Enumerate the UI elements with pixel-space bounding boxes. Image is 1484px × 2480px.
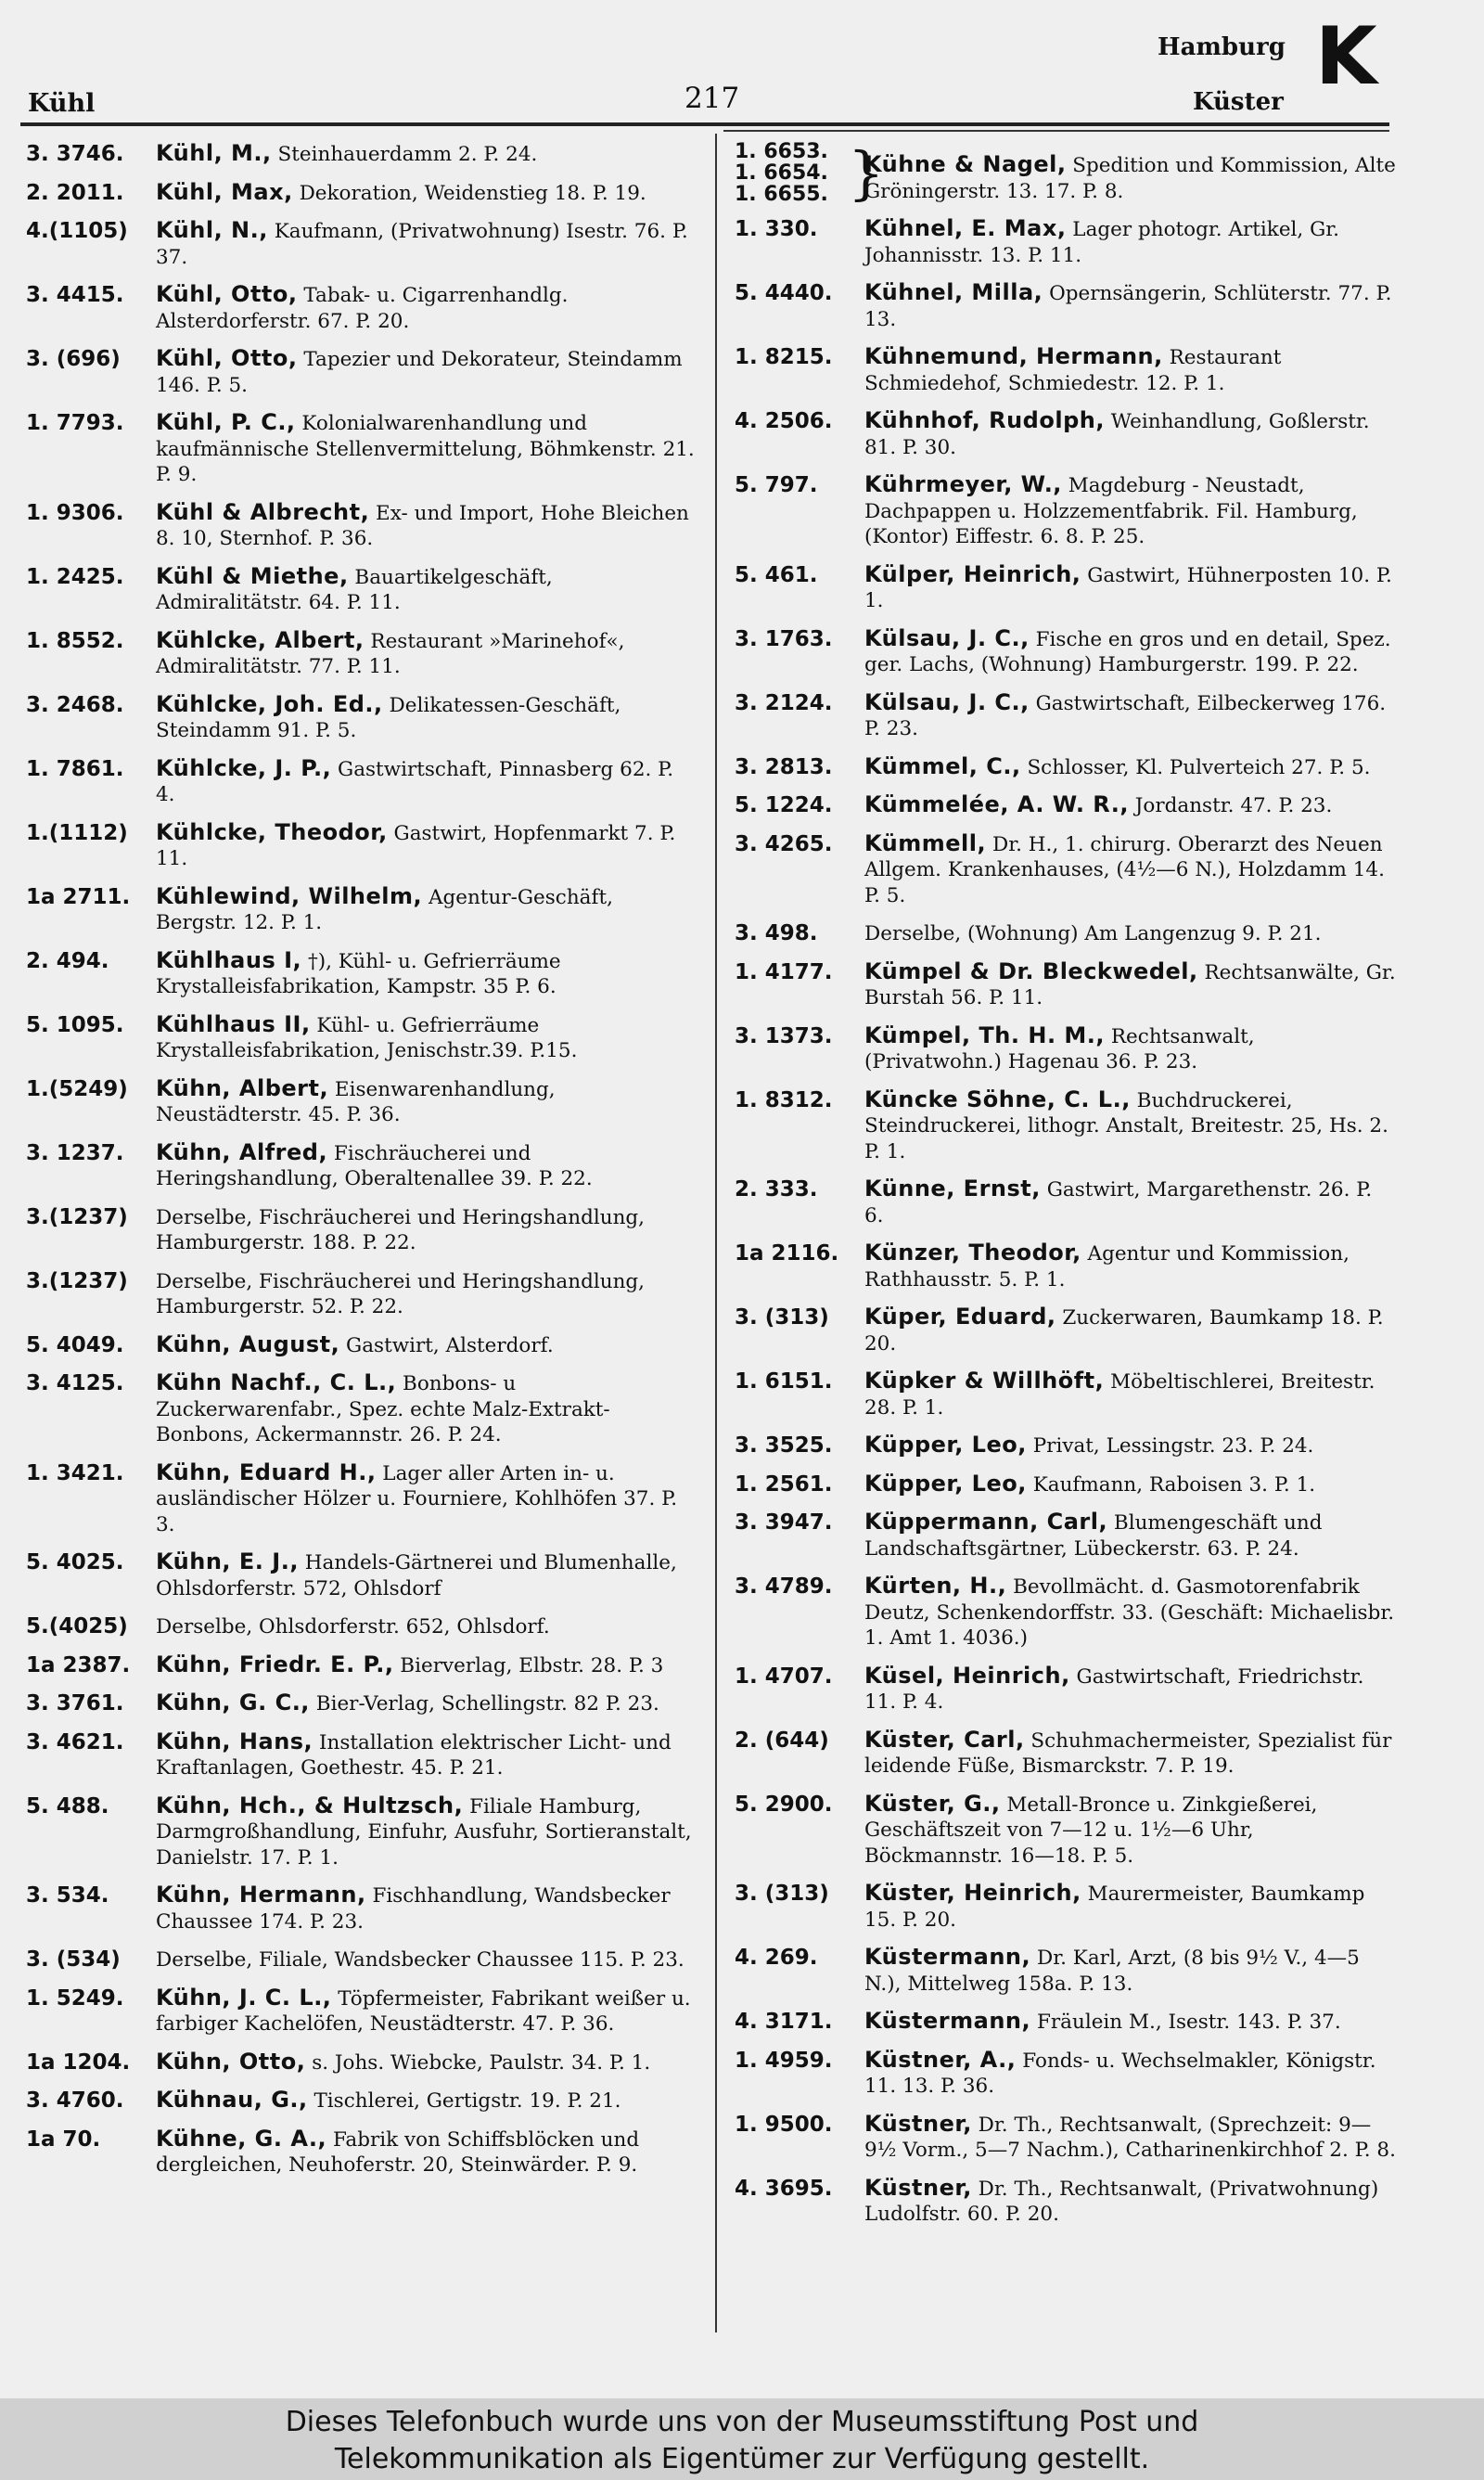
directory-entry (26, 1882, 696, 1934)
footer-line-1: Dieses Telefonbuch wurde uns von der Museumsstiftung Post und (285, 2406, 1199, 2438)
entry-name: Kümmell, (864, 829, 987, 856)
entry-details: Gastwirt, Alsterdorf. (339, 1333, 554, 1357)
directory-entry (26, 692, 696, 744)
entry-name: Kühn, Hans, (156, 1728, 313, 1754)
entry-name: Kümmelée, A. W. R., (864, 791, 1129, 817)
directory-entry (26, 180, 696, 207)
directory-entry (26, 1793, 696, 1871)
entry-name: Küncke Söhne, C. L., (864, 1086, 1131, 1112)
header-rule (20, 122, 1389, 126)
directory-entry (26, 1729, 696, 1781)
footer-notice (0, 2398, 1484, 2480)
entry-details: Schuhmachermeister, Spezialist für leidende Füße, Bismarckstr. 7. P. 19. (864, 1728, 1392, 1778)
entry-number: 5. 1224. (735, 793, 833, 817)
entry-details: Rechtsanwalt, (Privatwohn.) Hagenau 36. P. 23. (864, 1024, 1255, 1073)
entry-details: Ex- und Import, Hohe Bleichen 8. 10, Sternhof. P. 36. (156, 501, 689, 550)
directory-entry (735, 2112, 1397, 2164)
entry-details: Fonds- u. Wechselmakler, Königstr. 11. 13. P. 36. (864, 2049, 1376, 2098)
entry-name: Kühlewind, Wilhelm, (156, 882, 423, 909)
entry-details: Steinhauerdamm 2. P. 24. (271, 143, 538, 166)
entry-number: 3. 498. (735, 921, 818, 945)
entry-name: Kühn, E. J., (156, 1548, 299, 1574)
entry-details: Gastwirt, Margarethenstr. 26. P. 6. (864, 1178, 1373, 1227)
entry-number: 5. 2900. (735, 1792, 833, 1817)
entry-number: 1. 9306. (26, 500, 124, 525)
entry-number: 1. 6653. (735, 140, 828, 163)
entry-name: Kühlcke, Albert, (156, 626, 365, 653)
entry-details: Rechtsanwälte, Gr. Burstah 56. P. 11. (864, 960, 1396, 1009)
directory-entry (26, 346, 696, 398)
entry-details: Magdeburg - Neustadt, Dachpappen u. Holzzementfabrik. Fil. Hamburg, (Kontor) Eiffestr. 6. 8. P. 25. (864, 474, 1358, 548)
entry-number: 1.(1112) (26, 820, 128, 845)
entry-number: 3. 3746. (26, 142, 124, 166)
entry-details: Dr. H., 1. chirurg. Oberarzt des Neuen Allgem. Krankenhauses, (4½—6 N.), Holzdamm 14. P. 5. (864, 832, 1385, 907)
entry-number: 4. 2506. (735, 409, 833, 433)
entry-name: Kühnau, G., (156, 2087, 308, 2113)
entry-details: Restaurant »Marinehof«, Admiralitätstr. 77. P. 11. (156, 629, 625, 678)
directory-entry (735, 280, 1397, 332)
entry-number: 3. 2813. (735, 754, 833, 779)
entry-number: 1. 9500. (735, 2112, 833, 2137)
entry-name: Kühn, Eduard H., (156, 1458, 377, 1485)
entry-name: Kürten, H., (864, 1573, 1007, 1599)
entry-number: 1a 2387. (26, 1652, 131, 1677)
entry-details: Kaufmann, (Privatwohnung) Isestr. 76. P. 37. (156, 220, 688, 269)
directory-entry (735, 831, 1397, 909)
entry-details: Gastwirtschaft, Eilbeckerweg 176. P. 23. (864, 691, 1387, 740)
entry-details: Agentur und Kommission, Rathhausstr. 5. P. 1. (864, 1242, 1350, 1291)
directory-entry (735, 2176, 1397, 2228)
directory-entry (26, 141, 696, 168)
entry-name: Kühlhaus I, (156, 946, 302, 973)
entry-number: 3. (534) (26, 1947, 121, 1972)
entry-number: 3. 3525. (735, 1433, 833, 1458)
directory-entry (26, 410, 696, 488)
entry-name: Kühn, August, (156, 1330, 340, 1357)
entry-details: Kaufmann, Raboisen 3. P. 1. (1026, 1472, 1316, 1497)
entry-number: 4.(1105) (26, 219, 128, 243)
header-city: Hamburg (1158, 33, 1286, 61)
entry-details: Fische en gros und en detail, Spez. ger. Lachs, (Wohnung) Hamburgerstr. 199. P. 22. (864, 627, 1391, 676)
entry-details: Tapezier und Dekorateur, Steindamm 146. P. 5. (156, 348, 683, 397)
entry-details: Fräulein M., Isestr. 143. P. 37. (1030, 2011, 1341, 2034)
entry-number: 5. 4440. (735, 281, 833, 305)
entry-details: Derselbe, Fischräucherei und Heringshandlung, Hamburgerstr. 52. P. 22. (156, 1269, 646, 1318)
entry-name: Kühn, Alfred, (156, 1138, 328, 1165)
entry-name: Kühl & Albrecht, (156, 498, 370, 525)
entry-name: Küpper, Leo, (864, 1432, 1027, 1458)
directory-entry (735, 920, 1397, 947)
entry-details: Bonbons- u Zuckerwarenfabr., Spez. echte Malz-Extrakt-Bonbons, Ackermannstr. 26. P. 24. (156, 1372, 610, 1446)
entry-number: 3. (313) (735, 1305, 829, 1330)
entry-number: 1. 4177. (735, 959, 833, 984)
entry-number: 1. 6654. (735, 161, 828, 185)
section-letter: K (1315, 10, 1377, 103)
directory-entry (735, 472, 1397, 550)
entry-details: Opernsängerin, Schlüterstr. 77. P. 13. (864, 282, 1392, 331)
header-right-name: Küster (1193, 88, 1284, 116)
entry-details: Schlosser, Kl. Pulverteich 27. P. 5. (1020, 755, 1371, 779)
entry-number: 3. 2468. (26, 692, 124, 717)
directory-entry (26, 1549, 696, 1601)
entry-details: Gastwirtschaft, Friedrichstr. 11. P. 4. (864, 1664, 1364, 1714)
directory-entry (26, 1985, 696, 2037)
entry-name: Kühl, Otto, (156, 281, 298, 307)
entry-details: Gastwirtschaft, Pinnasberg 62. P. 4. (156, 757, 674, 806)
entry-details: Dekoration, Weidenstieg 18. P. 19. (292, 181, 646, 205)
entry-name: Kühl, Max, (156, 178, 293, 205)
entry-name: Küper, Eduard, (864, 1304, 1056, 1330)
directory-entry (735, 1471, 1397, 1498)
entry-details: Bierverlag, Elbstr. 28. P. 3 (393, 1653, 664, 1677)
entry-number: 5. 4025. (26, 1550, 124, 1574)
entry-name: Kühl, Otto, (156, 345, 298, 371)
entry-details: Jordanstr. 47. P. 23. (1128, 794, 1333, 817)
entry-number: 4. 3171. (735, 2010, 833, 2034)
directory-entry (735, 408, 1397, 460)
entry-details: Derselbe, Filiale, Wandsbecker Chaussee 115. P. 23. (156, 1948, 684, 1972)
entry-name: Kühl, P. C., (156, 409, 296, 435)
entry-number: 1a 70. (26, 2127, 101, 2152)
entry-number: 1. 2561. (735, 1471, 833, 1497)
directory-entry (26, 1204, 696, 1256)
entry-number: 4. 3695. (735, 2176, 833, 2201)
entry-details: Derselbe, Fischräucherei und Heringshandlung, Hamburgerstr. 188. P. 22. (156, 1205, 646, 1254)
entry-number: 1. 8552. (26, 628, 124, 653)
entry-details: Zuckerwaren, Baumkamp 18. P. 20. (864, 1306, 1384, 1356)
entry-name: Küstner, (864, 2110, 972, 2137)
entry-name: Küstner, (864, 2174, 972, 2201)
entry-number: 5. 1095. (26, 1012, 124, 1037)
directory-entry (26, 282, 696, 334)
entry-number: 3. 4415. (26, 283, 124, 307)
entry-name: Kühnemund, Hermann, (864, 343, 1163, 369)
directory-entry (735, 1023, 1397, 1075)
entry-number: 3.(1237) (26, 1268, 128, 1293)
entry-number: 2. 333. (735, 1177, 818, 1201)
entry-details: Agentur-Geschäft, Bergstr. 12. P. 1. (156, 885, 613, 934)
entry-name: Küpper, Leo, (864, 1470, 1027, 1497)
directory-entry (735, 754, 1397, 781)
entry-details: Handels-Gärtnerei und Blumenhalle, Ohlsdorferstr. 572, Ohlsdorf (156, 1551, 677, 1600)
entry-details: Fischräucherei und Heringshandlung, Oberaltenallee 39. P. 22. (156, 1141, 593, 1190)
entry-number: 1. 7793. (26, 411, 124, 435)
entry-name: Kümpel & Dr. Bleckwedel, (864, 957, 1198, 984)
entry-number: 1. 3421. (26, 1460, 124, 1485)
entry-number: 4. 269. (735, 1946, 818, 1970)
directory-entry (735, 1728, 1397, 1780)
entry-name: Küstermann, (864, 1944, 1031, 1970)
directory-entry (735, 1664, 1397, 1715)
directory-entry (26, 1076, 696, 1128)
entry-details: Bier-Verlag, Schellingstr. 82 P. 23. (309, 1692, 659, 1715)
entry-number: 2. 2011. (26, 180, 124, 205)
entry-details: Fischhandlung, Wandsbecker Chaussee 174. P. 23. (156, 1884, 671, 1934)
directory-entry-multi (735, 139, 1397, 207)
entry-name: Kühlcke, J. P., (156, 754, 332, 781)
directory-entry (26, 1460, 696, 1538)
entry-name: Künne, Ernst, (864, 1176, 1041, 1201)
header-left-name: Kühl (28, 89, 96, 118)
entry-details: Derselbe, Ohlsdorferstr. 652, Ohlsdorf. (156, 1615, 550, 1638)
entry-number: 1a 2711. (26, 884, 131, 909)
entry-details: Lager photogr. Artikel, Gr. Johannisstr. 13. P. 11. (864, 218, 1340, 267)
entry-name: Külsau, J. C., (864, 688, 1030, 715)
directory-entry (735, 626, 1397, 678)
entry-number: 1.(5249) (26, 1076, 128, 1101)
entry-number: 3. 1763. (735, 626, 833, 651)
right-column (735, 141, 1397, 2240)
entry-name: Külsau, J. C., (864, 624, 1030, 651)
entry-details: Restaurant Schmiedehof, Schmiedestr. 12. P. 1. (864, 346, 1282, 395)
entry-number: 3. (313) (735, 1882, 829, 1906)
directory-entry (26, 820, 696, 872)
directory-entry (735, 1945, 1397, 1997)
directory-entry (735, 1240, 1397, 1292)
directory-entry (26, 756, 696, 808)
entry-number: 3. 3947. (735, 1510, 833, 1535)
directory-entry (735, 1510, 1397, 1561)
entry-details: Installation elektrischer Licht- und Kraftanlagen, Goethestr. 45. P. 21. (156, 1730, 672, 1780)
header-rule-secondary (723, 130, 1389, 132)
directory-entry (26, 1690, 696, 1717)
footer-line-2: Telekommunikation als Eigentümer zur Verfügung gestellt. (334, 2443, 1150, 2475)
entry-details: Kühl- u. Gefrierräume Krystalleisfabrikation, Jenischstr.39. P.15. (156, 1013, 578, 1062)
directory-entry (735, 690, 1397, 742)
entry-number: 3. 4760. (26, 2088, 124, 2113)
directory-entry (735, 959, 1397, 1011)
directory-entry (26, 1947, 696, 1973)
entry-details: Eisenwarenhandlung, Neustädterstr. 45. P. 36. (156, 1077, 556, 1126)
entry-details: Kolonialwarenhandlung und kaufmännische Stellenvermittelung, Böhmkenstr. 21. P. 9. (156, 412, 695, 486)
entry-number: 3. 3761. (26, 1691, 124, 1715)
directory-entry (735, 1176, 1397, 1228)
entry-details: Möbeltischlerei, Breitestr. 28. P. 1. (864, 1370, 1375, 1420)
entry-number: 1. 7861. (26, 756, 124, 781)
directory-entry (735, 1304, 1397, 1356)
directory-entry (735, 1792, 1397, 1870)
entry-name: Küpker & Willhöft, (864, 1368, 1105, 1394)
entry-number: 1. 5249. (26, 1985, 124, 2011)
directory-entry (26, 1268, 696, 1320)
entry-details: Derselbe, (Wohnung) Am Langenzug 9. P. 21. (864, 922, 1322, 945)
entry-name: Kühne, G. A., (156, 2125, 327, 2152)
entry-number: 1. 8312. (735, 1087, 833, 1112)
entry-number: 3. 4789. (735, 1574, 833, 1599)
entry-name: Kühn, Hermann, (156, 1882, 366, 1908)
entry-number: 1. 4707. (735, 1664, 833, 1689)
entry-number: 1. 330. (735, 217, 818, 241)
entry-name: Kühl & Miethe, (156, 562, 349, 589)
left-column (26, 141, 696, 2191)
entry-details: Dr. Th., Rechtsanwalt, (Privatwohnung) Ludolfstr. 60. P. 20. (864, 2177, 1379, 2226)
entry-name: Kühn Nachf., C. L., (156, 1369, 397, 1395)
directory-entry (735, 792, 1397, 819)
entry-name: Kühn, Albert, (156, 1074, 329, 1101)
entry-details: Gastwirt, Hopfenmarkt 7. P. 11. (156, 821, 676, 870)
entry-number: 3. 1373. (735, 1023, 833, 1048)
directory-entry (26, 1613, 696, 1640)
entry-name: Küstermann, (864, 2008, 1031, 2034)
entry-name: Kühlhaus II, (156, 1010, 311, 1037)
entry-number: 1. 4959. (735, 2048, 833, 2073)
directory-entry (26, 2088, 696, 2114)
column-divider (715, 134, 717, 2332)
entry-details: Dr. Th., Rechtsanwalt, (Sprechzeit: 9—9½ Vorm., 5—7 Nachm.), Catharinenkirchhof 2. P. 8. (864, 2113, 1396, 2162)
entry-name: Küsel, Heinrich, (864, 1662, 1070, 1689)
directory-entry (26, 1012, 696, 1064)
entry-name: Külper, Heinrich, (864, 560, 1081, 587)
entry-details: Bevollmächt. d. Gasmotorenfabrik Deutz, Schenkendorffstr. 33. (Geschäft: Michaelisbr. 1. Amt 1. 4036.) (864, 1575, 1395, 1650)
directory-entry (735, 216, 1397, 268)
entry-name: Kühl, N., (156, 217, 268, 243)
directory-entry (26, 218, 696, 270)
entry-name: Kühn, G. C., (156, 1690, 310, 1715)
directory-entry (735, 1574, 1397, 1651)
entry-number: 3. 534. (26, 1883, 109, 1908)
entry-name: Kühn, Friedr. E. P., (156, 1651, 394, 1677)
entry-name: Kühnel, E. Max, (864, 215, 1067, 241)
entry-number: 2. (644) (735, 1728, 829, 1753)
entry-number: 3. (696) (26, 347, 121, 371)
directory-entry (26, 1652, 696, 1679)
entry-name: Küppermann, Carl, (864, 1509, 1108, 1535)
entry-details: Privat, Lessingstr. 23. P. 24. (1026, 1434, 1314, 1458)
entry-name: Kümpel, Th. H. M., (864, 1022, 1106, 1048)
entry-number: 3.(1237) (26, 1204, 128, 1229)
directory-entry (26, 1370, 696, 1448)
directory-entry (26, 628, 696, 680)
directory-entry (26, 2050, 696, 2076)
entry-name: Kühlcke, Theodor, (156, 818, 388, 845)
entry-name: Küstner, A., (864, 2046, 1017, 2073)
entry-details: Fabrik von Schiffsblöcken und dergleichen, Neuhoferstr. 20, Steinwärder. P. 9. (156, 2127, 640, 2177)
entry-number: 5. 488. (26, 1793, 109, 1818)
directory-entry (735, 2048, 1397, 2100)
entry-number: 5. 461. (735, 562, 818, 587)
entry-details: Weinhandlung, Goßlerstr. 81. P. 30. (864, 410, 1370, 459)
entry-details: Blumengeschäft und Landschaftsgärtner, Lübeckerstr. 63. P. 24. (864, 1511, 1323, 1561)
entry-details: Filiale Hamburg, Darmgroßhandlung, Einfuhr, Ausfuhr, Sortieranstalt, Danielstr. 17. P. 1. (156, 1794, 692, 1870)
entry-number: 1. 6655. (735, 183, 828, 206)
entry-number: 3. 4125. (26, 1371, 124, 1395)
directory-entry (26, 564, 696, 616)
entry-name: Kühn, Hch., & Hultzsch, (156, 1792, 464, 1818)
entry-details: Metall-Bronce u. Zinkgießerei, Geschäftszeit von 7—12 u. 1½—6 Uhr, Böckmannstr. 16—18. P. 5. (864, 1793, 1318, 1868)
entry-name: Küster, Carl, (864, 1726, 1025, 1753)
entry-name: Kühnhof, Rudolph, (864, 407, 1105, 433)
entry-name: Kühnel, Milla, (864, 279, 1043, 305)
entry-name: Kühl, M., (156, 140, 272, 166)
entry-details: Tabak- u. Cigarrenhandlg. Alsterdorferstr. 67. P. 20. (156, 284, 569, 333)
directory-entry (735, 1087, 1397, 1165)
page-number: 217 (684, 82, 740, 115)
entry-details: Lager aller Arten in- u. ausländischer Hölzer u. Fourniere, Kohlhöfen 37. P. 3. (156, 1461, 678, 1536)
directory-entry (735, 1433, 1397, 1459)
directory-entry (26, 884, 696, 936)
directory-entry (26, 948, 696, 1000)
directory-entry (735, 562, 1397, 614)
entry-number: 1. 8215. (735, 345, 833, 369)
directory-entry (735, 1368, 1397, 1420)
entry-number: 3. 2124. (735, 690, 833, 715)
entry-details: Buchdruckerei, Steindruckerei, lithogr. Anstalt, Breitestr. 25, Hs. 2. P. 1. (864, 1088, 1388, 1163)
entry-number: 3. 4265. (735, 831, 833, 856)
entry-number: 1. 6151. (735, 1369, 833, 1394)
entry-details: Spedition und Kommission, Alte Gröningerstr. 13. 17. P. 8. (864, 154, 1396, 203)
entry-name: Kühn, J. C. L., (156, 1984, 332, 2011)
entry-number: 1a 1204. (26, 2050, 131, 2075)
entry-number: 3. 4621. (26, 1729, 124, 1754)
entry-details: Gastwirt, Hühnerposten 10. P. 1. (864, 563, 1392, 612)
entry-details: Delikatessen-Geschäft, Steindamm 91. P. 5. (156, 693, 621, 742)
directory-entry (735, 1881, 1397, 1933)
directory-entry (26, 2127, 696, 2178)
entry-name: Kümmel, C., (864, 752, 1021, 779)
entry-details: Töpfermeister, Fabrikant weißer u. farbiger Kachelöfen, Neustädterstr. 47. P. 36. (156, 1986, 691, 2036)
entry-details: Dr. Karl, Arzt, (8 bis 9½ V., 4—5 N.), Mittelweg 158a. P. 13. (864, 1947, 1360, 1996)
brace-glyph: } (848, 139, 885, 207)
entry-number: 5. 4049. (26, 1332, 124, 1357)
directory-entry (735, 2009, 1397, 2036)
entry-details: Bauartikelgeschäft, Admiralitätstr. 64. P. 11. (156, 565, 553, 614)
entry-number-group (735, 139, 885, 207)
entry-name: Künzer, Theodor, (864, 1240, 1081, 1266)
entry-name: Kühlcke, Joh. Ed., (156, 690, 383, 717)
entry-details: s. Johs. Wiebcke, Paulstr. 34. P. 1. (305, 2050, 651, 2075)
entry-name: Kühn, Otto, (156, 2048, 306, 2075)
entry-number: 1. 2425. (26, 564, 124, 589)
entry-number: 2. 494. (26, 948, 109, 973)
directory-entry (26, 1332, 696, 1359)
entry-details: Tischlerei, Gertigstr. 19. P. 21. (307, 2089, 621, 2113)
entry-name: Küster, Heinrich, (864, 1880, 1081, 1906)
entry-details: †), Kühl- u. Gefrierräume Krystalleisfabrikation, Kampstr. 35 P. 6. (156, 949, 561, 998)
entry-name: Kührmeyer, W., (864, 471, 1062, 497)
entry-number: 1a 2116. (735, 1241, 839, 1266)
directory-entry (735, 344, 1397, 396)
entry-number: 5. 797. (735, 473, 818, 497)
entry-number: 5.(4025) (26, 1614, 128, 1638)
entry-number: 3. 1237. (26, 1140, 124, 1165)
entry-name: Küster, G., (864, 1790, 1001, 1817)
directory-entry (26, 1140, 696, 1192)
entry-details: Maurermeister, Baumkamp 15. P. 20. (864, 1882, 1365, 1932)
directory-entry (26, 500, 696, 552)
entry-name: Kühne & Nagel, (864, 151, 1067, 177)
